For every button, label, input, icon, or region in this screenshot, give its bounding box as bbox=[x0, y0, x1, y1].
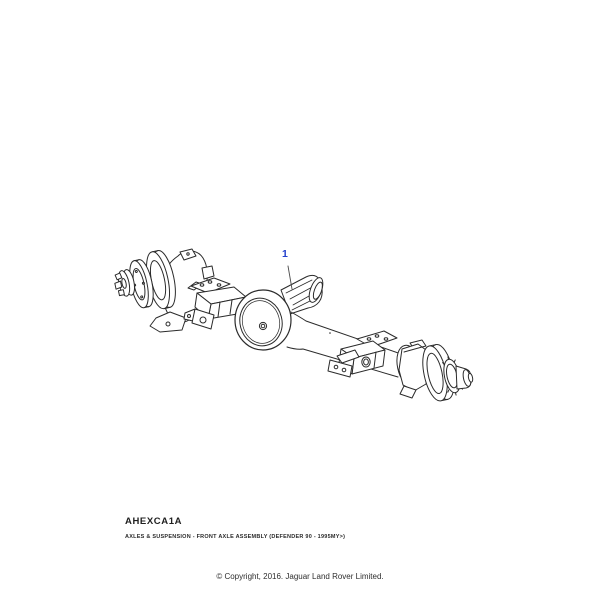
callout-1[interactable]: 1 bbox=[282, 248, 288, 260]
part-code: AHEXCA1A bbox=[125, 516, 183, 527]
right-axle-end-cone bbox=[456, 366, 474, 389]
diagram-caption: AXLES & SUSPENSION - FRONT AXLE ASSEMBLY (DEFENDER 90 - 1995MY>) bbox=[125, 534, 346, 540]
right-bracket-cluster bbox=[328, 331, 397, 377]
copyright-footer: © Copyright, 2016. Jaguar Land Rover Limited. bbox=[216, 572, 384, 581]
differential-housing bbox=[235, 275, 326, 350]
